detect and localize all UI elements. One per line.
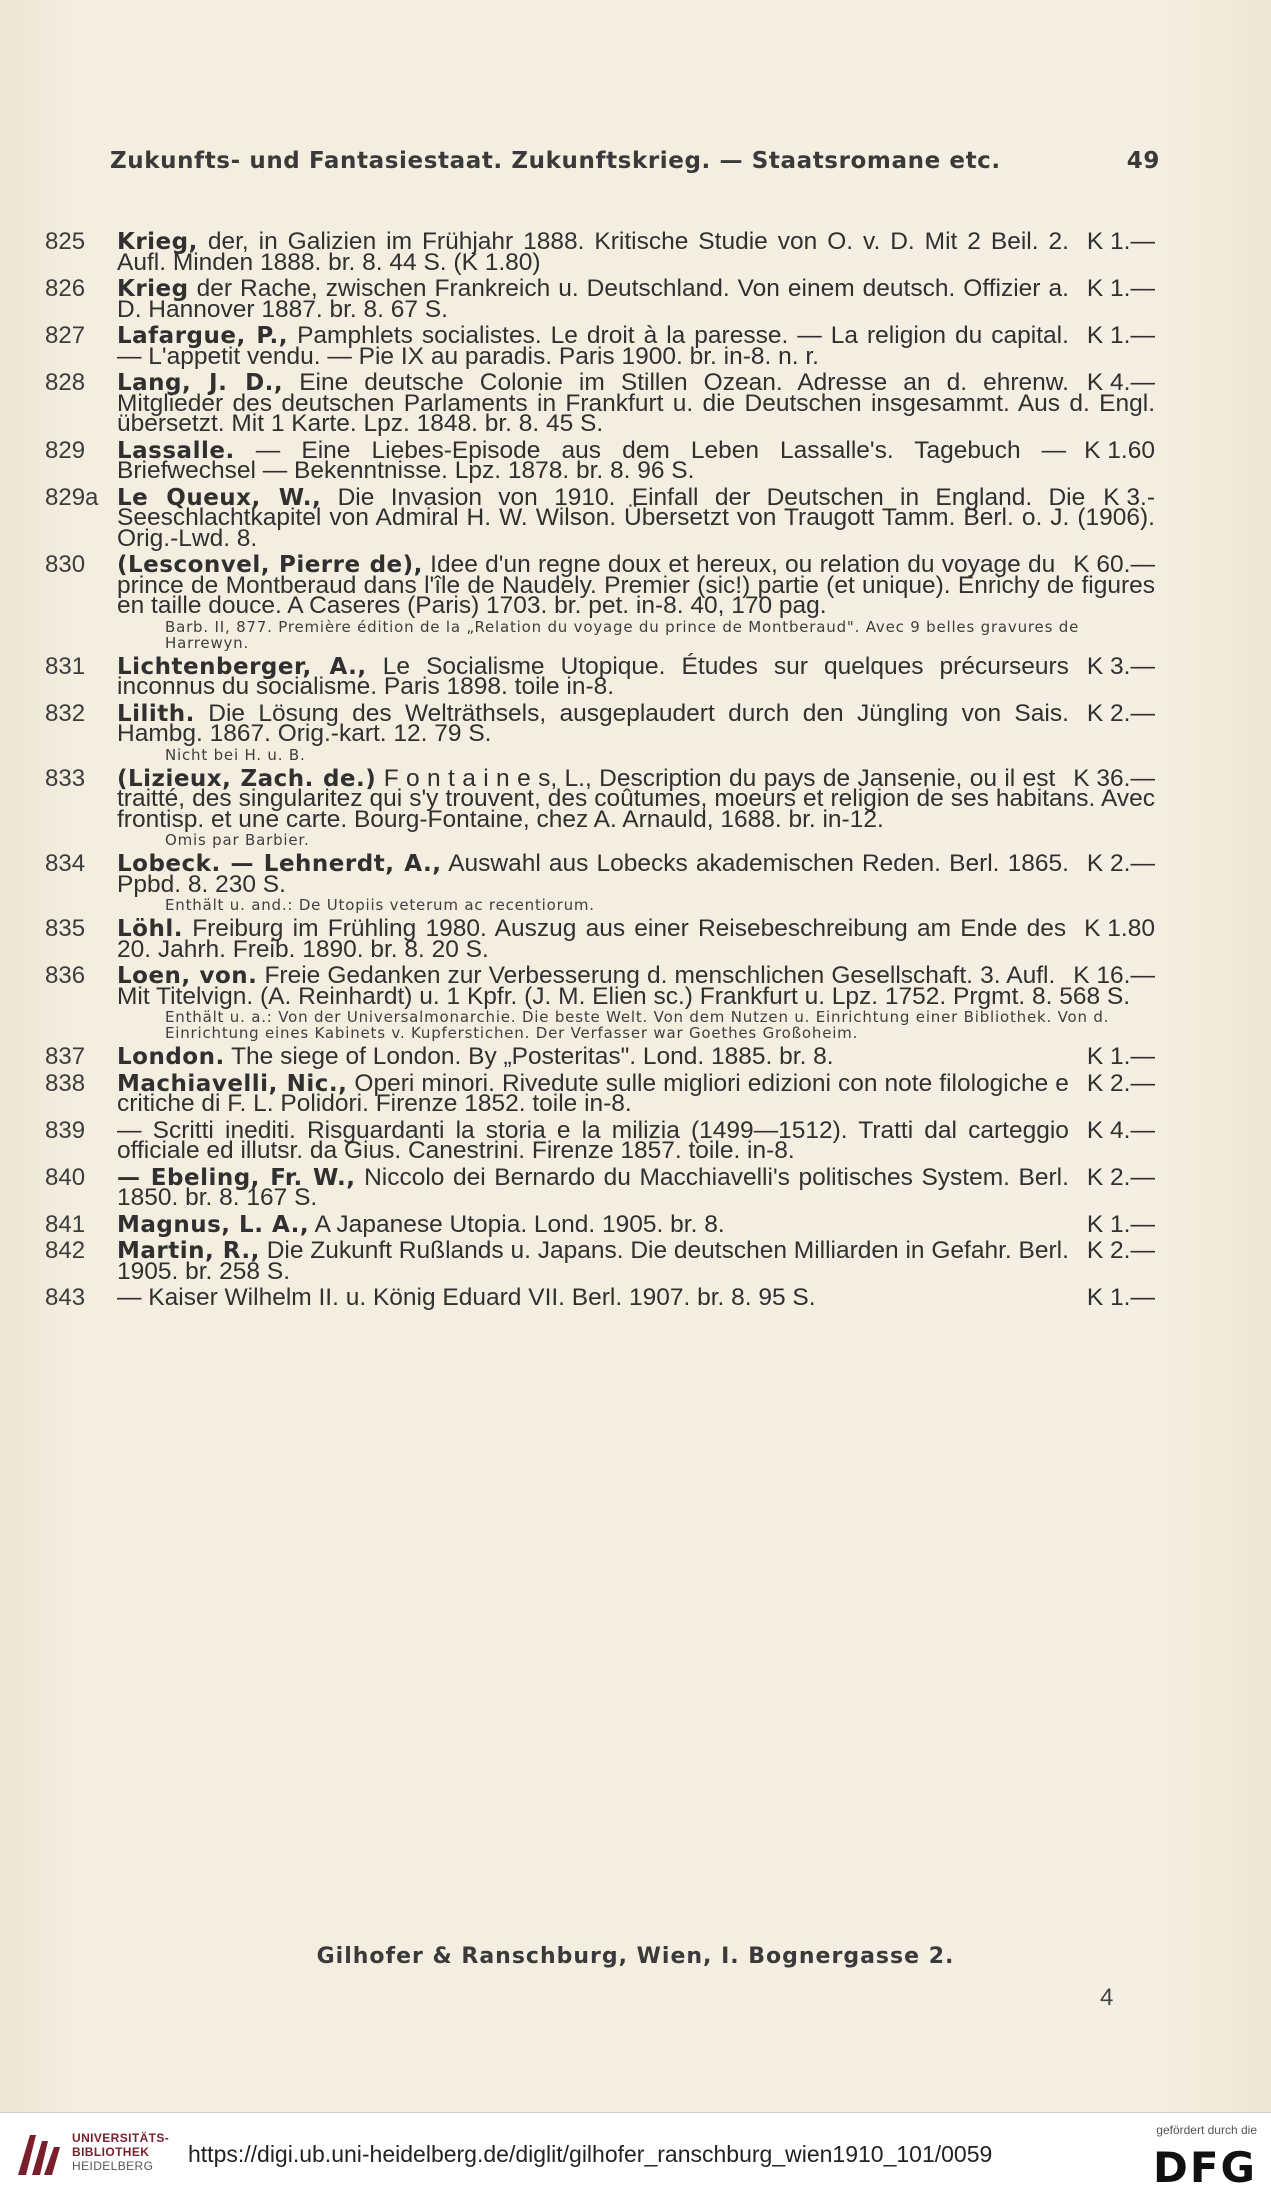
entry-name: (Lizieux, Zach. de.)	[117, 765, 377, 792]
entry-price: K 16.—	[1073, 962, 1155, 989]
entry-number: 826	[45, 275, 86, 302]
entry-name: Loen, von.	[117, 963, 258, 989]
entry-number: 834	[45, 850, 86, 877]
permalink-url[interactable]: https://digi.ub.uni-heidelberg.de/diglit/gilhofer_ranschburg_wien1910_101/0059	[188, 2141, 993, 2167]
catalog-entry	[45, 228, 1155, 276]
entry-text: A Japanese Utopia. Lond. 1905. br. 8.	[314, 1210, 725, 1238]
entry-text: Operi minori. Rivedute sulle migliori edizioni con note filologiche e critiche di F. L. Polidori. Firenze 1852. toile in-8.	[117, 1069, 1069, 1117]
entry-number: 829a	[45, 483, 99, 511]
signature-mark: 4	[1100, 1984, 1114, 2011]
running-header	[110, 148, 1160, 174]
entry-price: K 1.—	[1086, 1043, 1155, 1070]
entry-name: Lobeck. — Lehnerdt, A.,	[117, 851, 442, 877]
catalog-entries	[45, 228, 1155, 1315]
entry-number: 839	[45, 1116, 86, 1144]
heidelberg-library-logo-icon[interactable]	[14, 2127, 64, 2183]
entry-text: — Eine Liebes-Episode aus dem Leben Lassalle's. Tagebuch — Briefwechsel — Bekenntnisse. Lpz. 1878. br. 8. 96 S.	[117, 436, 1067, 484]
entry-text: Die Invasion von 1910. Einfall der Deutschen in England. Die Seeschlachtkapitel von Admiral H. W. Wilson. Übersetzt von Traugott Tamm. Berl. o. J. (1906). Orig.-Lwd. 8.	[117, 483, 1155, 552]
entry-number: 843	[45, 1284, 86, 1311]
catalog-entry	[45, 764, 1155, 849]
entry-name: Lafargue, P.,	[117, 323, 289, 349]
entry-text: The siege of London. By „Posteritas". Lond. 1885. br. 8.	[231, 1043, 834, 1070]
catalog-entry	[45, 1043, 1155, 1070]
entry-text: Die Zukunft Rußlands u. Japans. Die deutschen Milliarden in Gefahr. Berl. 1905. br. 258 S.	[117, 1237, 1069, 1285]
entry-number: 828	[45, 369, 86, 396]
library-name[interactable]: UNIVERSITÄTS- BIBLIOTHEK HEIDELBERG	[72, 2131, 170, 2173]
entry-price: K 2.—	[1086, 1069, 1155, 1097]
entry-number: 829	[45, 436, 86, 464]
entry-price: K 1.—	[1086, 322, 1155, 349]
entry-text: Die Lösung des Welträthsels, ausgeplaudert durch den Jüngling von Sais. Hambg. 1867. Orig.-kart. 12. 79 S.	[117, 699, 1069, 747]
entry-text: Le Socialisme Utopique. Études sur quelques précurseurs inconnus du socialisme. Paris 1898. toile in-8.	[117, 652, 1069, 700]
entry-price: K 2.—	[1086, 850, 1155, 877]
catalog-entry	[45, 962, 1155, 1042]
entry-text: Pamphlets socialistes. Le droit à la paresse. — La religion du capital. — L'appetit vendu. — Pie IX au paradis. Paris 1900. br. in-8. n. r.	[117, 322, 1069, 370]
entry-price: K 2.—	[1086, 1163, 1155, 1191]
catalog-entry	[45, 1163, 1155, 1211]
entry-number: 836	[45, 962, 86, 989]
entry-name: Le Queux, W.,	[117, 484, 322, 511]
entry-text: Niccolo dei Bernardo du Macchiavelli's politisches System. Berl. 1850. br. 8. 167 S.	[117, 1163, 1069, 1211]
entry-name: Lichtenberger, A.,	[117, 653, 367, 680]
entry-text: Eine deutsche Colonie im Stillen Ozean. Adresse an d. ehrenw. Mitglieder des deutschen Parlaments in Frankfurt u. die Deutschen insgesammt. Aus d. Engl. übersetzt. Mit 1 Karte. Lpz. 1848. br. 8. 45 S.	[117, 369, 1155, 437]
entry-price: K 60.—	[1073, 551, 1155, 578]
entry-note: Nicht bei H. u. B.	[165, 745, 306, 764]
catalog-entry	[45, 436, 1155, 484]
entry-text: der Rache, zwischen Frankreich u. Deutschland. Von einem deutsch. Offizier a. D. Hannover 1887. br. 8. 67 S.	[117, 275, 1069, 323]
entry-name: Lassalle.	[117, 437, 235, 464]
entry-text: — Scritti inediti. Risguardanti la storia e la milizia (1499—1512). Tratti dal carteggio officiale ed illutsr. da Gius. Canestrini. Firenze 1857. toile. in-8.	[117, 1116, 1069, 1164]
dfg-logo[interactable]: DFG	[1152, 2143, 1257, 2192]
entry-note: Enthält u. and.: De Utopiis veterum ac recentiorum.	[165, 896, 595, 914]
entry-price: K 3.—	[1086, 652, 1155, 680]
entry-price: K 4.—	[1086, 1116, 1155, 1144]
funding-label: gefördert durch die	[1156, 2123, 1257, 2137]
entry-number: 842	[45, 1237, 86, 1264]
entry-price: K 1.60	[1084, 436, 1155, 464]
entry-name: (Lesconvel, Pierre de),	[117, 552, 423, 578]
catalog-entry	[45, 1237, 1155, 1285]
catalog-entry	[45, 699, 1155, 764]
entry-number: 838	[45, 1069, 86, 1097]
catalog-entry	[45, 652, 1155, 700]
entry-text: der, in Galizien im Frühjahr 1888. Kritische Studie von O. v. D. Mit 2 Beil. 2. Aufl. Minden 1888. br. 8. 44 S. (K 1.80)	[117, 228, 1069, 276]
entry-price: K 36.—	[1073, 764, 1155, 792]
catalog-entry	[45, 850, 1155, 914]
entry-number: 825	[45, 228, 86, 255]
entry-note: Omis par Barbier.	[165, 831, 310, 849]
entry-name: Krieg,	[117, 229, 198, 255]
entry-price: K 2.—	[1086, 1237, 1155, 1264]
entry-number: 837	[45, 1043, 86, 1070]
entry-name: London.	[117, 1044, 225, 1070]
entry-name: Magnus, L. A.,	[117, 1211, 310, 1238]
header-title: Zukunfts- und Fantasiestaat. Zukunftskrieg. — Staatsromane etc.	[110, 148, 1001, 174]
entry-price: K 4.—	[1086, 369, 1155, 396]
entry-price: K 1.—	[1086, 275, 1155, 302]
entry-price: K 3.-	[1103, 483, 1155, 511]
entry-text: Freiburg im Frühling 1980. Auszug aus einer Reisebeschreibung am Ende des 20. Jahrh. Freib. 1890. br. 8. 20 S.	[117, 915, 1067, 963]
catalog-entry	[45, 1284, 1155, 1311]
entry-number: 835	[45, 915, 86, 942]
entry-text: — Kaiser Wilhelm II. u. König Eduard VII. Berl. 1907. br. 8. 95 S.	[117, 1284, 816, 1311]
entry-number: 827	[45, 322, 86, 349]
entry-name: Lilith.	[117, 700, 195, 727]
entry-price: K 1.—	[1086, 1284, 1155, 1311]
entry-price: K 2.—	[1086, 699, 1155, 727]
entry-name: Machiavelli, Nic.,	[117, 1070, 348, 1097]
entry-name: Krieg	[117, 276, 189, 302]
catalog-entry	[45, 1069, 1155, 1117]
catalog-entry	[45, 1116, 1155, 1164]
entry-number: 830	[45, 551, 86, 578]
entry-number: 832	[45, 699, 86, 727]
entry-price: K 1.80	[1084, 915, 1155, 942]
publisher-imprint: Gilhofer & Ranschburg, Wien, I. Bognergasse 2.	[316, 1944, 955, 1969]
entry-text: Auswahl aus Lobecks akademischen Reden. Berl. 1865. Ppbd. 8. 230 S.	[117, 850, 1069, 898]
entry-name: Martin, R.,	[117, 1238, 260, 1264]
entry-price: K 1.—	[1086, 228, 1155, 255]
catalog-entry	[45, 1210, 1155, 1238]
entry-number: 831	[45, 652, 86, 680]
catalog-entry	[45, 915, 1155, 963]
entry-text: F o n t a i n e s, L., Description du pays de Jansenie, ou il est traitté, des singularitez qui s'y trouvent, des coûtumes, moeurs et religion de ses habitans. Avec frontisp. et une carte. Bourg-Fontaine, chez A. Arnauld, 1688. br. in-12.	[117, 764, 1155, 833]
catalog-entry	[45, 322, 1155, 370]
entry-price: K 1.—	[1086, 1210, 1155, 1238]
entry-name: Lang, J. D.,	[117, 370, 284, 396]
catalog-entry	[45, 275, 1155, 323]
entry-name: Löhl.	[117, 916, 183, 942]
catalog-entry	[45, 369, 1155, 437]
viewer-footer-bar	[0, 2112, 1271, 2197]
page-number: 49	[1126, 148, 1160, 174]
entry-note: Barb. II, 877. Première édition de la „Relation du voyage du prince de Montberaud". Avec 9 belles gravures de Harrewyn.	[165, 617, 1080, 652]
entry-number: 833	[45, 764, 86, 792]
catalog-entry	[45, 551, 1155, 652]
entry-number: 841	[45, 1210, 86, 1238]
entry-name: — Ebeling, Fr. W.,	[117, 1164, 356, 1191]
entry-note: Enthält u. a.: Von der Universalmonarchie. Die beste Welt. Von dem Nutzen u. Einrichtung einer Bibliothek. Von d. Einrichtung eines Kabinets v. Kupferstichen. Der Verfasser war Goethes Großoheim.	[165, 1008, 1110, 1042]
entry-text: Idee d'un regne doux et hereux, ou relation du voyage du prince de Montberaud dans l'île de Naudely. Premier (sic!) partie (et unique). Enrichy de figures en taille douce. A Caseres (Paris) 1703. br. pet. in-8. 40, 170 pag.	[117, 551, 1155, 619]
catalog-entry	[45, 483, 1155, 552]
entry-number: 840	[45, 1163, 86, 1191]
entry-text: Freie Gedanken zur Verbesserung d. menschlichen Gesellschaft. 3. Aufl. Mit Titelvign. (A. Reinhardt) u. 1 Kpfr. (J. M. Elien sc.) Frankfurt u. Lpz. 1752. Prgmt. 8. 568 S.	[117, 962, 1131, 1010]
